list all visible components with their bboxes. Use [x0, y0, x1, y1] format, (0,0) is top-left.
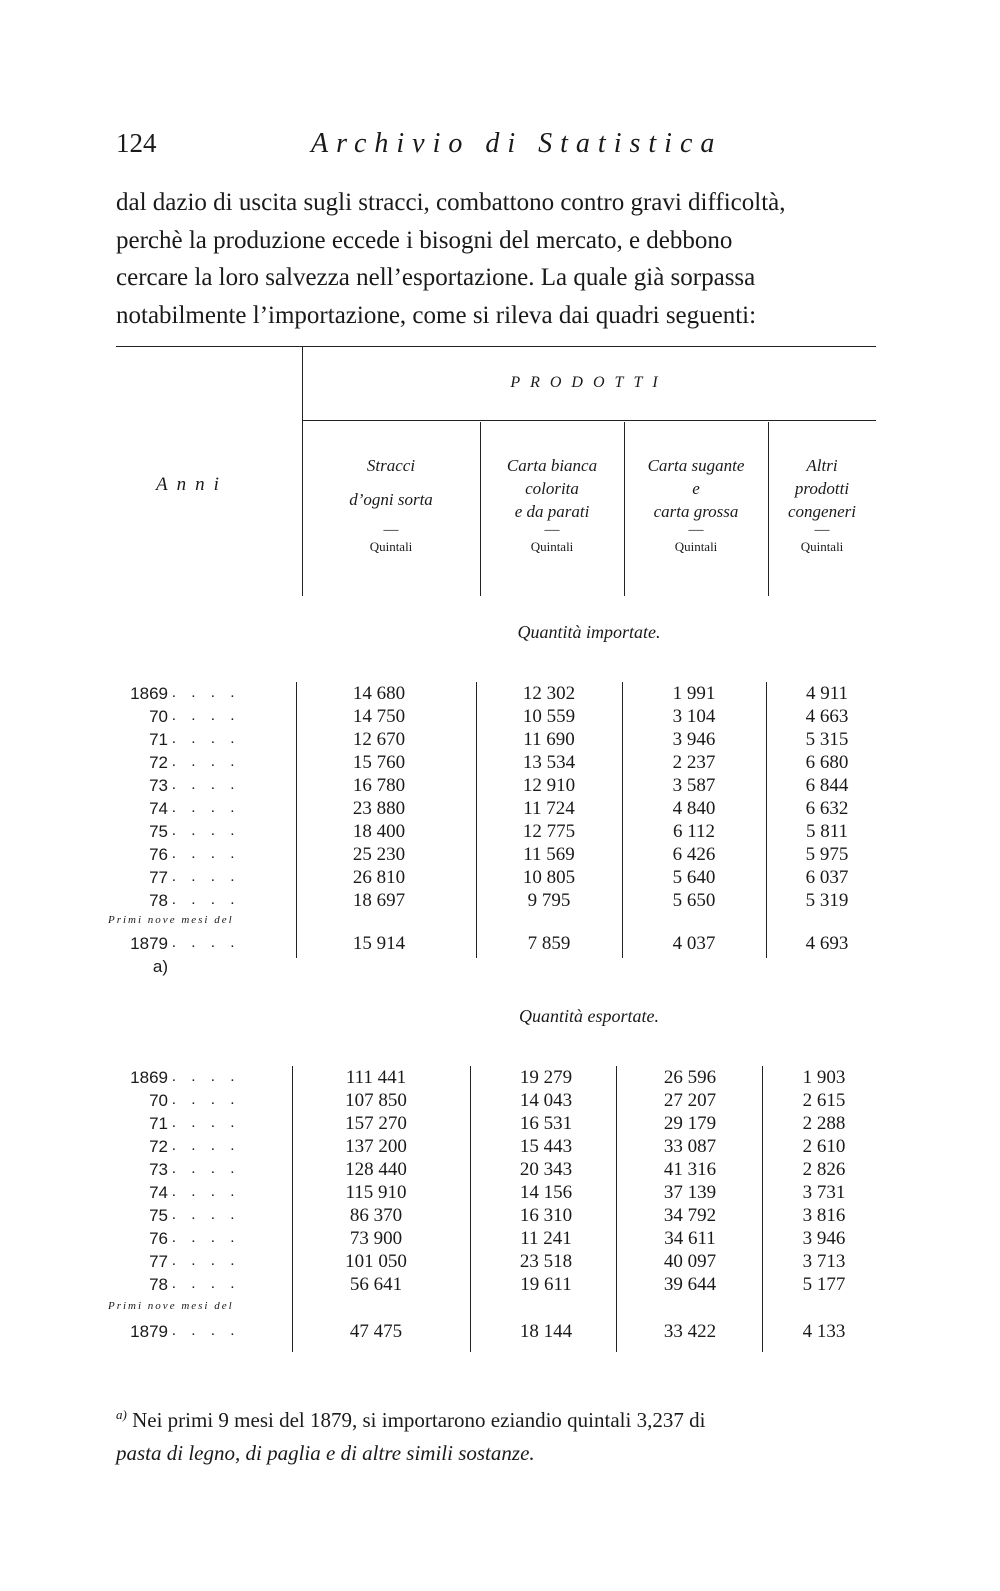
imported-value-cell: 5 650: [672, 890, 716, 911]
year-cell: 78: [149, 891, 168, 910]
exported-value-cell: 16 310: [519, 1205, 573, 1226]
imported-value-cell: 12 302: [522, 683, 576, 704]
leader-dots: . . . .: [172, 1207, 241, 1223]
leader-dots: . . . .: [172, 1276, 241, 1292]
leader-dots: . . . .: [172, 846, 241, 862]
year-cell: 1879 a): [130, 934, 168, 976]
note-row-label: Primi nove mesi del: [108, 914, 234, 926]
table-row: [116, 1204, 876, 1227]
exported-value-cell: 39 644: [663, 1274, 717, 1295]
column-header-carta-sugante: [624, 454, 768, 574]
exported-value-cell: 33 087: [663, 1136, 717, 1157]
exported-value-cell: 2 615: [802, 1090, 846, 1111]
leader-dots: . . . .: [172, 892, 241, 908]
imported-value-cell: 6 844: [805, 775, 849, 796]
year-cell: 78: [149, 1275, 168, 1294]
exported-value-cell: 16 531: [519, 1113, 573, 1134]
leader-dots: . . . .: [172, 1069, 241, 1085]
imported-value-cell: 6 037: [805, 867, 849, 888]
year-cell: 70: [149, 707, 168, 726]
prodotti-header: PRODOTTI: [510, 374, 668, 391]
imported-value-cell: 5 640: [672, 867, 716, 888]
leader-dots: . . . .: [172, 708, 241, 724]
exported-section-title: Quantità esportate.: [519, 1006, 659, 1026]
table-row: [116, 1227, 876, 1250]
column-dash: —: [544, 522, 560, 538]
running-title: Archivio di Statistica: [311, 128, 723, 159]
table-row: [116, 728, 876, 751]
table-row: [116, 1158, 876, 1181]
exported-value-cell: 14 043: [519, 1090, 573, 1111]
imported-value-cell: 18 400: [352, 821, 406, 842]
table-row: [116, 797, 876, 820]
imported-value-cell: 5 315: [805, 729, 849, 750]
column-header-line: Stracci: [366, 456, 416, 475]
table-row: [116, 1089, 876, 1112]
leader-dots: . . . .: [172, 1161, 241, 1177]
exported-value-cell: 128 440: [345, 1159, 407, 1180]
table-row: [116, 932, 876, 976]
table-row: [116, 820, 876, 843]
exported-value-cell: 27 207: [663, 1090, 717, 1111]
exported-value-cell: 1 903: [802, 1067, 846, 1088]
exported-block: [108, 1066, 876, 1352]
column-header-line: congeneri: [788, 502, 856, 521]
imported-value-cell: 6 112: [672, 821, 716, 842]
exported-value-cell: 20 343: [519, 1159, 573, 1180]
exported-value-cell: 157 270: [345, 1113, 407, 1134]
column-header-carta-bianca: [480, 454, 624, 574]
column-unit: Quintali: [530, 539, 574, 554]
imported-value-cell: 12 910: [522, 775, 576, 796]
column-header-line: Altri: [806, 456, 838, 475]
intro-line: cercare la loro salvezza nell’esportazione. La quale già sorpassa: [116, 264, 756, 291]
column-unit: Quintali: [369, 539, 413, 554]
table-row: [116, 866, 876, 889]
imported-value-cell: 7 859: [527, 933, 571, 954]
exported-value-cell: 18 144: [519, 1321, 573, 1342]
imported-value-cell: 6 632: [805, 798, 849, 819]
exported-value-cell: 73 900: [349, 1228, 403, 1249]
imported-value-cell: 4 840: [672, 798, 716, 819]
leader-dots: . . . .: [172, 1253, 241, 1269]
column-header-stracci: [302, 454, 480, 574]
column-unit: Quintali: [674, 539, 718, 554]
exported-value-cell: 37 139: [663, 1182, 717, 1203]
imported-value-cell: 13 534: [522, 752, 576, 773]
prodotti-rule: [302, 420, 876, 421]
column-unit: Quintali: [800, 539, 844, 554]
exported-value-cell: 19 279: [519, 1067, 573, 1088]
imported-value-cell: 26 810: [352, 867, 406, 888]
year-cell: 1869: [130, 684, 168, 703]
table-row: [116, 1273, 876, 1296]
leader-dots: . . . .: [172, 800, 241, 816]
year-cell: 70: [149, 1091, 168, 1110]
exported-value-cell: 15 443: [519, 1136, 573, 1157]
year-cell: 1869: [130, 1068, 168, 1087]
imported-value-cell: 5 811: [805, 821, 849, 842]
column-header-altri-prodotti: [768, 454, 876, 574]
table-row: [116, 1112, 876, 1135]
exported-value-cell: 111 441: [345, 1067, 407, 1088]
year-cell: 76: [149, 1229, 168, 1248]
intro-line: notabilmente l’importazione, come si rileva dai quadri seguenti:: [116, 301, 757, 329]
exported-value-cell: 2 610: [802, 1136, 846, 1157]
table-row: [116, 682, 876, 705]
imported-value-cell: 9 795: [527, 890, 571, 911]
table-row: [116, 1250, 876, 1273]
exported-value-cell: 5 177: [802, 1274, 846, 1295]
footnote-marker: a): [116, 1407, 127, 1422]
intro-line: dal dazio di uscita sugli stracci, combattono contro gravi difficoltà,: [116, 189, 786, 216]
year-cell: 75: [149, 822, 168, 841]
leader-dots: . . . .: [172, 935, 241, 951]
column-header-line: Carta bianca: [506, 456, 598, 475]
footnote: [116, 1398, 886, 1470]
imported-value-cell: 3 587: [672, 775, 716, 796]
footnote-italic-text: pasta di legno, di paglia e di altre simili sostanze.: [116, 1441, 535, 1465]
table-row: [116, 889, 876, 912]
leader-dots: . . . .: [172, 685, 241, 701]
imported-value-cell: 15 760: [352, 752, 406, 773]
leader-dots: . . . .: [172, 1230, 241, 1246]
column-header-line: e da parati: [514, 502, 590, 521]
column-dash: —: [383, 522, 399, 538]
exported-value-cell: 14 156: [519, 1182, 573, 1203]
year-cell: 75: [149, 1206, 168, 1225]
imported-value-cell: 11 690: [523, 729, 575, 750]
leader-dots: . . . .: [172, 754, 241, 770]
intro-line: perchè la produzione eccede i bisogni del mercato, e debbono: [116, 226, 733, 254]
leader-dots: . . . .: [172, 823, 241, 839]
exported-value-cell: 34 792: [663, 1205, 717, 1226]
exported-value-cell: 2 826: [802, 1159, 846, 1180]
imported-block: [108, 682, 876, 976]
exported-value-cell: 56 641: [349, 1274, 403, 1295]
leader-dots: . . . .: [172, 869, 241, 885]
imported-value-cell: 12 670: [352, 729, 406, 750]
imported-value-cell: 18 697: [352, 890, 406, 911]
imported-value-cell: 14 750: [352, 706, 406, 727]
exported-value-cell: 107 850: [345, 1090, 407, 1111]
imported-value-cell: 4 663: [805, 706, 849, 727]
table-top-rule: [116, 346, 876, 347]
table-row: [116, 751, 876, 774]
year-cell: 73: [149, 1160, 168, 1179]
footnote-text: Nei primi 9 mesi del 1879, si importarono eziandio quintali 3,237 di: [132, 1408, 706, 1432]
imported-value-cell: 4 911: [805, 683, 849, 704]
exported-value-cell: 34 611: [664, 1228, 716, 1249]
imported-value-cell: 10 805: [522, 867, 576, 888]
exported-value-cell: 40 097: [663, 1251, 717, 1272]
year-cell: 73: [149, 776, 168, 795]
column-dash: —: [688, 522, 704, 538]
exported-value-cell: 29 179: [663, 1113, 717, 1134]
leader-dots: . . . .: [172, 777, 241, 793]
year-cell: 1879: [130, 1322, 168, 1341]
exported-value-cell: 47 475: [349, 1321, 403, 1342]
exported-value-cell: 3 946: [802, 1228, 846, 1249]
year-cell: 74: [149, 799, 168, 818]
year-cell: 72: [149, 753, 168, 772]
exported-value-cell: 101 050: [345, 1251, 407, 1272]
year-cell: 74: [149, 1183, 168, 1202]
imported-value-cell: 5 975: [805, 844, 849, 865]
exported-value-cell: 3 731: [802, 1182, 846, 1203]
leader-dots: . . . .: [172, 1323, 241, 1339]
table-row: [116, 705, 876, 728]
exported-value-cell: 137 200: [345, 1136, 407, 1157]
imported-value-cell: 14 680: [352, 683, 406, 704]
column-header-line: e: [692, 479, 700, 498]
exported-value-cell: 115 910: [345, 1182, 407, 1203]
table-row: [116, 1135, 876, 1158]
exported-value-cell: 23 518: [519, 1251, 573, 1272]
intro-paragraph: [116, 184, 876, 334]
imported-value-cell: 2 237: [672, 752, 716, 773]
note-row-label: Primi nove mesi del: [108, 1300, 234, 1312]
table-row: [116, 843, 876, 866]
table-row: [116, 1066, 876, 1089]
table-row: [116, 1181, 876, 1204]
imported-value-cell: 16 780: [352, 775, 406, 796]
year-cell: 77: [149, 1252, 168, 1271]
table-row: [116, 1320, 876, 1343]
exported-value-cell: 3 816: [802, 1205, 846, 1226]
year-cell: 76: [149, 845, 168, 864]
column-header-line: Carta sugante: [647, 456, 745, 475]
leader-dots: . . . .: [172, 1092, 241, 1108]
exported-value-cell: 3 713: [802, 1251, 846, 1272]
imported-section-title: Quantità importate.: [517, 622, 661, 642]
column-header-line: carta grossa: [653, 502, 739, 521]
exported-value-cell: 33 422: [663, 1321, 717, 1342]
imported-value-cell: 1 991: [672, 683, 716, 704]
imported-value-cell: 6 426: [672, 844, 716, 865]
leader-dots: . . . .: [172, 731, 241, 747]
imported-value-cell: 11 569: [523, 844, 575, 865]
page-number: 124: [116, 128, 157, 158]
column-header-line: d’ogni sorta: [349, 490, 433, 509]
year-cell: 71: [149, 730, 168, 749]
imported-value-cell: 6 680: [805, 752, 849, 773]
exported-value-cell: 41 316: [663, 1159, 717, 1180]
page-header: [116, 128, 876, 168]
statistics-table: [108, 346, 876, 1366]
imported-value-cell: 4 037: [672, 933, 716, 954]
anni-header: Anni: [156, 474, 228, 495]
exported-value-cell: 86 370: [349, 1205, 403, 1226]
column-header-line: colorita: [525, 479, 579, 498]
imported-value-cell: 15 914: [352, 933, 406, 954]
year-cell: 77: [149, 868, 168, 887]
exported-value-cell: 26 596: [663, 1067, 717, 1088]
exported-value-cell: 4 133: [802, 1321, 846, 1342]
exported-value-cell: 11 241: [520, 1228, 572, 1249]
imported-value-cell: 3 946: [672, 729, 716, 750]
imported-value-cell: 23 880: [352, 798, 406, 819]
exported-value-cell: 19 611: [520, 1274, 572, 1295]
year-cell: 71: [149, 1114, 168, 1133]
imported-value-cell: 4 693: [805, 933, 849, 954]
imported-value-cell: 5 319: [805, 890, 849, 911]
leader-dots: . . . .: [172, 1184, 241, 1200]
imported-value-cell: 3 104: [672, 706, 716, 727]
imported-value-cell: 11 724: [523, 798, 575, 819]
table-row: [116, 774, 876, 797]
imported-value-cell: 10 559: [522, 706, 576, 727]
column-dash: —: [814, 522, 830, 538]
imported-value-cell: 25 230: [352, 844, 406, 865]
year-cell: 72: [149, 1137, 168, 1156]
leader-dots: . . . .: [172, 1115, 241, 1131]
column-header-line: prodotti: [794, 479, 850, 498]
leader-dots: . . . .: [172, 1138, 241, 1154]
exported-value-cell: 2 288: [802, 1113, 846, 1134]
imported-value-cell: 12 775: [522, 821, 576, 842]
